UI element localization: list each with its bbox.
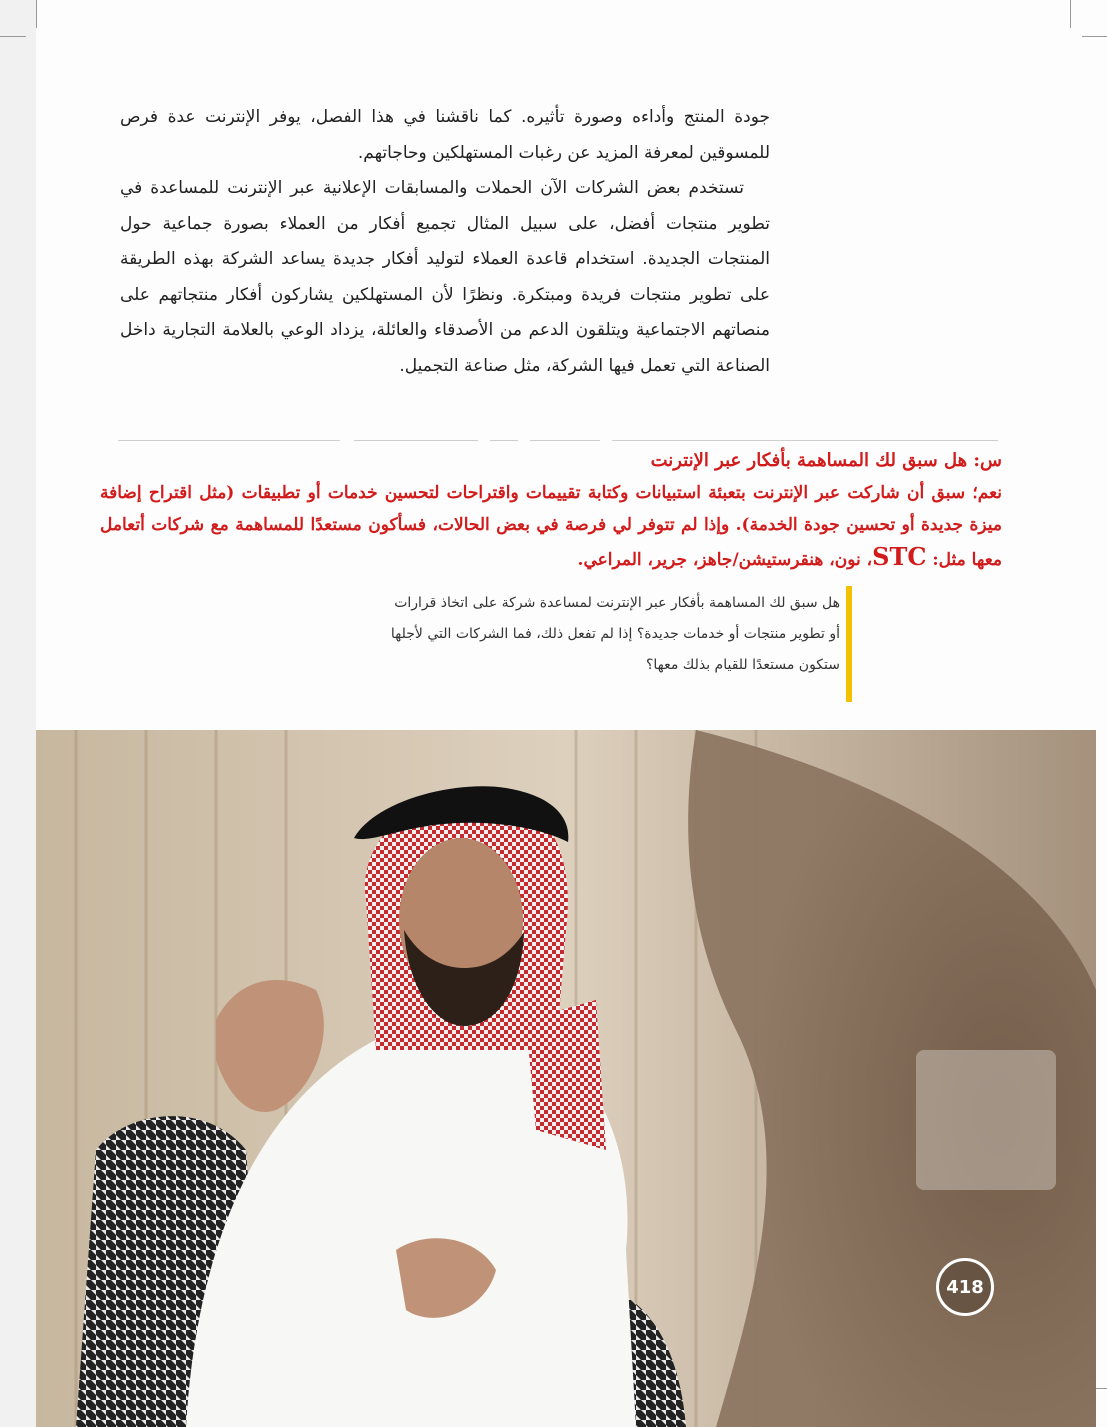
- dash-line: [118, 440, 340, 441]
- answer-text-part: نعم؛ سبق أن شاركت عبر الإنترنت بتعبئة استبيانات وكتابة تقييمات واقتراحات لتحسين خدمات أو تطبيقات (مثل اقتراح إضافة ميزة جديدة أو تحسين جودة الخدمة). وإذا لم تتوفر لي فرصة في بعض الحالات، فسأكون مستعدًا للمساهمة مع شركات أتعامل معها مثل:: [100, 483, 1002, 570]
- page-gutter: [0, 0, 36, 1427]
- dash-line: [530, 440, 600, 441]
- activity-line: هل سبق لك المساهمة بأفكار عبر الإنترنت لمساعدة شركة على اتخاذ قرارات: [394, 595, 840, 611]
- paragraph: تستخدم بعض الشركات الآن الحملات والمسابقات الإعلانية عبر الإنترنت للمساعدة في تطوير منتجات أفضل، على سبيل المثال تجميع أفكار من العملاء بصورة جماعية حول المنتجات الجديدة. استخدام قاعدة العملاء لتوليد أفكار جديدة يساعد الشركة بهذه الطريقة على تطوير منتجات فريدة ومبتكرة. ونظرًا لأن المستهلكين يشاركون أفكار منتجاتهم على منصاتهم الاجتماعية ويتلقون الدعم من الأصدقاء والعائلة، يزداد الوعي بالعلامة التجارية داخل الصناعة التي تعمل فيها الشركة، مثل صناعة التجميل.: [120, 178, 770, 376]
- activity-accent-bar: [846, 586, 852, 702]
- activity-line: أو تطوير منتجات أو خدمات جديدة؟ إذا لم تفعل ذلك، فما الشركات التي لأجلها: [390, 626, 840, 642]
- answer-lines: [118, 440, 998, 442]
- crop-mark: [36, 0, 37, 28]
- body-text: [120, 100, 770, 384]
- activity-question: [240, 588, 840, 681]
- paragraph: جودة المنتج وأداءه وصورة تأثيره. كما ناقشنا في هذا الفصل، يوفر الإنترنت عدة فرص للمسوقين لمعرفة المزيد عن رغبات المستهلكين وحاجاتهم.: [120, 107, 770, 163]
- dash-line: [612, 440, 998, 441]
- answer-text-part: ، نون، هنقرستيشن/جاهز، جرير، المراعي.: [577, 550, 873, 570]
- crop-mark: [1082, 36, 1107, 37]
- dash-line: [354, 440, 478, 441]
- company-name: STC: [872, 542, 927, 571]
- answer-text: [100, 477, 1002, 576]
- question-line: س: هل سبق لك المساهمة بأفكار عبر الإنترنت: [650, 450, 1002, 471]
- activity-line: ستكون مستعدًا للقيام بذلك معها؟: [645, 657, 840, 673]
- dash-line: [490, 440, 518, 441]
- page-number-badge: 418: [936, 1258, 994, 1316]
- crop-mark: [1070, 0, 1071, 28]
- man-photo: [36, 730, 1096, 1427]
- crop-mark: [0, 36, 26, 37]
- handwritten-answer: [100, 445, 1002, 576]
- photo-illustration: [36, 730, 1096, 1427]
